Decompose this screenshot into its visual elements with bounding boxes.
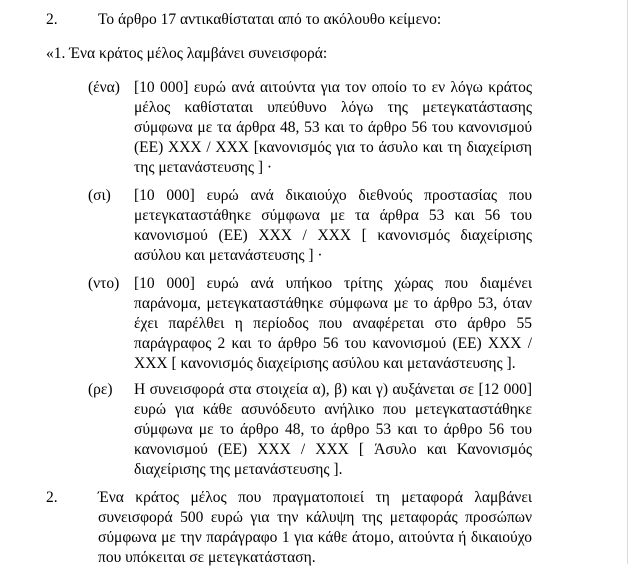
item-line: ευρώ για κάθε ασυνόδευτο ανήλικο που μετεγκαταστάθηκε	[134, 401, 532, 418]
item-line: της μετανάστευσης ] ·	[134, 159, 273, 176]
item-body	[134, 186, 532, 266]
heading-text: Το άρθρο 17 αντικαθίσταται από το ακόλουθο κείμενο:	[98, 11, 442, 28]
item-label: (σι)	[88, 187, 111, 204]
item-line: παράγραφος 2 και το άρθρο 56 του κανονισμού (ΕΕ) XXX /	[134, 335, 532, 352]
item-line: διαχείρισης της μετανάστευσης ].	[134, 461, 343, 478]
item-line: σύμφωνα με τα άρθρα 48, 53 και το άρθρο 56 του κανονισμού	[134, 119, 532, 136]
item-body	[134, 78, 532, 178]
item-label: (ρε)	[88, 381, 113, 398]
item-line: Η συνεισφορά στα στοιχεία α), β) και γ) αυξάνεται σε [12 000]	[134, 381, 532, 398]
item-line: κανονισμού (ΕΕ) XXX / XXX [ κανονισμός διαχείρισης	[134, 227, 532, 244]
item-line: XXX [ κανονισμός διαχείρισης ασύλου και μετανάστευσης ].	[134, 355, 516, 372]
intro-text: «1. Ένα κράτος μέλος λαμβάνει συνεισφορά:	[46, 45, 328, 62]
paragraph-line: συνεισφορά 500 ευρώ για την κάλυψη της μεταφοράς προσώπων	[98, 509, 532, 526]
item-line: [10 000] ευρώ ανά αιτούντα για τον οποίο το εν λόγω κράτος	[134, 79, 532, 96]
item-body	[134, 274, 532, 374]
paragraph-2-number: 2.	[46, 489, 58, 506]
item-line: έχει παρέλθει η περίοδος που αναφέρεται στο άρθρο 55	[134, 315, 532, 332]
paragraph-line: που υπόκειται σε μετεγκατάσταση.	[98, 549, 316, 566]
item-label: (ένα)	[88, 79, 120, 96]
item-line: μέλος καθίσταται υπεύθυνο λόγω της μετεγκατάστασης	[134, 99, 532, 116]
paragraph-line: Ένα κράτος μέλος που πραγματοποιεί τη μεταφορά λαμβάνει	[98, 489, 532, 506]
item-line: ασύλου και μετανάστευσης ] ·	[134, 247, 323, 264]
item-label: (ντο)	[88, 275, 120, 292]
page-edge-divider	[627, 0, 628, 564]
heading-number: 2.	[46, 11, 58, 28]
item-line: [10 000] ευρώ ανά δικαιούχο διεθνούς προστασίας που	[134, 187, 532, 204]
item-line: [10 000] ευρώ ανά υπήκοο τρίτης χώρας που διαμένει	[134, 275, 532, 292]
paragraph-2-body	[98, 488, 532, 568]
item-line: μετεγκαταστάθηκε σύμφωνα με τα άρθρα 53 και 56 του	[134, 207, 532, 224]
item-line: κανονισμού (ΕΕ) XXX / XXX [ Άσυλο και Κανονισμός	[134, 441, 532, 458]
paragraph-line: σύμφωνα με την παράγραφο 1 για κάθε άτομο, αιτούντα ή δικαιούχο	[98, 529, 532, 546]
item-line: παράνομα, μετεγκαταστάθηκε σύμφωνα με το άρθρο 53, όταν	[134, 295, 532, 312]
item-body	[134, 380, 532, 480]
item-line: σύμφωνα με το άρθρο 48, το άρθρο 53 και το άρθρο 56 του	[134, 421, 532, 438]
item-line: (ΕΕ) XXX / XXX [κανονισμός για το άσυλο και τη διαχείριση	[134, 139, 532, 156]
